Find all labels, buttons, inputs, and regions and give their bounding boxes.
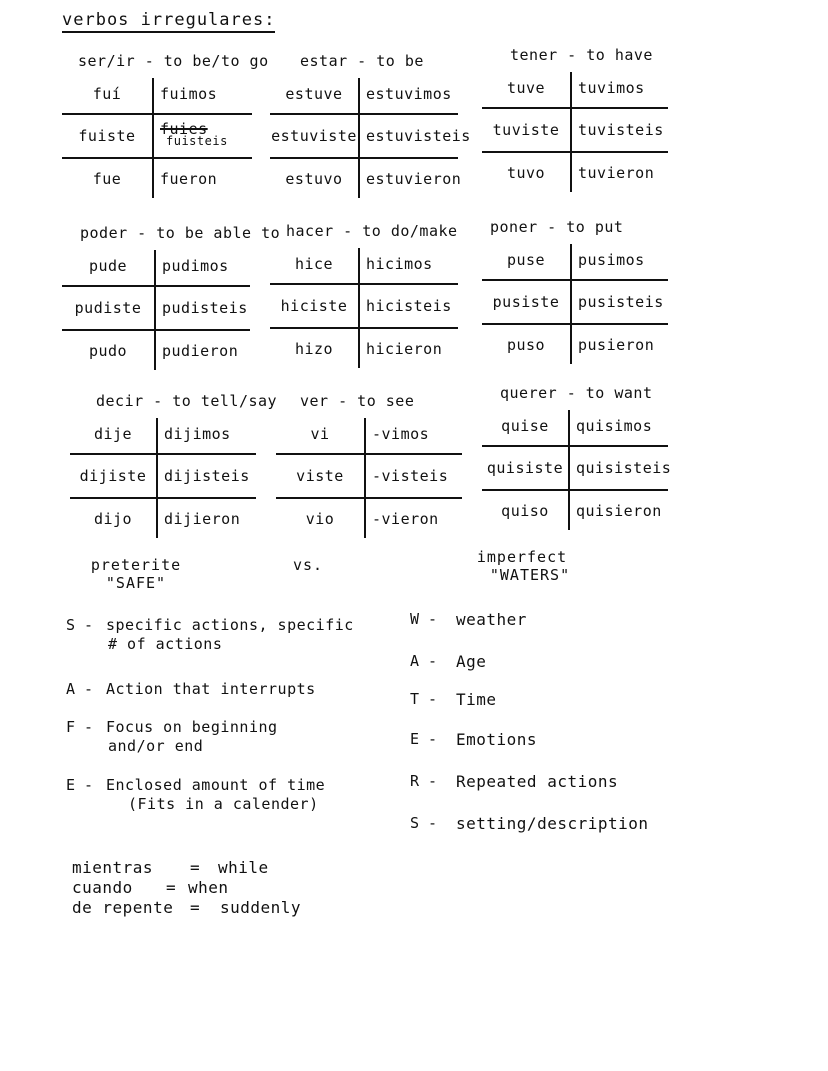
verb-header: decir - to tell/say	[96, 392, 278, 410]
verb-header: poder - to be able to	[80, 224, 281, 242]
verb-form: viste	[296, 467, 344, 485]
table-divider	[358, 248, 360, 368]
table-divider	[156, 418, 158, 538]
verb-form: tuvisteis	[578, 121, 664, 139]
vocab-term: de repente	[72, 898, 174, 917]
verb-form: hicieron	[366, 340, 443, 358]
acronym-letter: A -	[410, 652, 438, 670]
table-divider	[152, 78, 154, 198]
verb-form: pudimos	[162, 257, 229, 275]
acronym-explanation: Action that interrupts	[106, 680, 316, 698]
table-divider	[570, 72, 572, 192]
verb-form: tuvimos	[578, 79, 645, 97]
vocab-term: mientras	[72, 858, 154, 877]
table-divider	[568, 410, 570, 530]
acronym-explanation: Repeated actions	[456, 772, 619, 791]
verb-header: ser/ir - to be/to go	[78, 52, 269, 70]
verb-form: vi	[310, 425, 330, 443]
verb-form: tuve	[506, 79, 546, 97]
verb-form: dijiste	[79, 467, 147, 485]
acronym-letter: E -	[66, 776, 94, 794]
vocab-equals: =	[190, 898, 201, 917]
verb-form: dijieron	[164, 510, 241, 528]
vocab-equals: =	[190, 858, 201, 877]
vocab-term: cuando	[72, 878, 133, 897]
preterite-label: preterite	[90, 556, 182, 574]
verb-form: estuviste	[271, 127, 357, 145]
verb-form: estuvo	[285, 170, 343, 188]
verb-form: dije	[93, 425, 133, 443]
verb-header: querer - to want	[500, 384, 653, 402]
acronym-explanation: Enclosed amount of time (Fits in a calender)	[106, 776, 326, 813]
verb-form: fuimos	[160, 85, 218, 103]
verb-form: -visteis	[372, 467, 449, 485]
verb-form: pude	[88, 257, 128, 275]
verb-form: tuvieron	[578, 164, 655, 182]
verb-form: hicimos	[366, 255, 433, 273]
verb-form: pudieron	[162, 342, 239, 360]
verb-form: tuvo	[506, 164, 546, 182]
verb-form: estuvimos	[366, 85, 452, 103]
acronym-explanation: Age	[456, 652, 487, 671]
acronym-letter: F -	[66, 718, 94, 736]
verb-form: -vimos	[372, 425, 430, 443]
acronym-explanation: setting/description	[456, 814, 649, 833]
verb-form: hizo	[294, 340, 334, 358]
verb-form: estuvieron	[366, 170, 462, 188]
verb-form: pudisteis	[162, 299, 248, 317]
verb-form: fuies	[160, 120, 208, 138]
verb-header: estar - to be	[300, 52, 424, 70]
verb-form: hiciste	[280, 297, 348, 315]
acronym-letter: A -	[66, 680, 94, 698]
verb-form: dijisteis	[164, 467, 250, 485]
acronym-letter: T -	[410, 690, 438, 708]
table-divider	[364, 418, 366, 538]
verb-form: vio	[305, 510, 335, 528]
table-divider	[154, 250, 156, 370]
verb-form: dijimos	[164, 425, 231, 443]
acronym-explanation: specific actions, specific # of actions	[106, 616, 354, 653]
vocab-meaning: when	[188, 878, 229, 897]
verb-form: puse	[506, 251, 546, 269]
verb-form: hice	[294, 255, 334, 273]
preterite-acronym: "SAFE"	[105, 574, 167, 592]
acronym-letter: S -	[410, 814, 438, 832]
correction-note: fuisteis	[166, 134, 228, 148]
verb-form: pudiste	[74, 299, 142, 317]
verb-form: pusieron	[578, 336, 655, 354]
verb-form: quiso	[501, 502, 549, 520]
imperfect-heading	[452, 548, 592, 584]
verb-form: pusiste	[492, 293, 560, 311]
acronym-explanation: weather	[456, 610, 527, 629]
verb-form: quisisteis	[576, 459, 672, 477]
preterite-heading	[88, 556, 184, 592]
verb-header: poner - to put	[490, 218, 624, 236]
page-title: verbos irregulares:	[62, 10, 275, 33]
verb-form: fueron	[160, 170, 218, 188]
verb-form: pudo	[88, 342, 128, 360]
table-divider	[358, 78, 360, 198]
vs-label: vs.	[293, 556, 324, 574]
verb-form: dijo	[93, 510, 133, 528]
verb-form: estuvisteis	[366, 127, 471, 145]
acronym-letter: E -	[410, 730, 438, 748]
verb-form: puso	[506, 336, 546, 354]
verb-form: hicisteis	[366, 297, 452, 315]
vocab-equals: =	[166, 878, 177, 897]
table-divider	[570, 244, 572, 364]
imperfect-acronym: "WATERS"	[489, 566, 571, 584]
vocab-meaning: while	[218, 858, 269, 877]
acronym-explanation: Time	[456, 690, 497, 709]
verb-form: pusimos	[578, 251, 645, 269]
verb-form: pusisteis	[578, 293, 664, 311]
verb-header: tener - to have	[510, 46, 653, 64]
verb-form: tuviste	[492, 121, 560, 139]
acronym-explanation: Focus on beginning and/or end	[106, 718, 278, 755]
verb-form: quisiste	[486, 459, 564, 477]
verb-header: ver - to see	[300, 392, 415, 410]
imperfect-label: imperfect	[476, 548, 568, 566]
vocab-meaning: suddenly	[220, 898, 302, 917]
verb-header: hacer - to do/make	[286, 222, 458, 240]
verb-form: quisimos	[576, 417, 653, 435]
verb-form: quise	[501, 417, 549, 435]
acronym-letter: R -	[410, 772, 438, 790]
verb-form: quisieron	[576, 502, 662, 520]
acronym-letter: W -	[410, 610, 438, 628]
verb-form: fuiste	[78, 127, 136, 145]
verb-form: estuve	[285, 85, 343, 103]
verb-form: fue	[92, 170, 122, 188]
verb-form: fuí	[92, 85, 122, 103]
acronym-letter: S -	[66, 616, 94, 634]
verb-form: -vieron	[372, 510, 439, 528]
acronym-explanation: Emotions	[456, 730, 538, 749]
